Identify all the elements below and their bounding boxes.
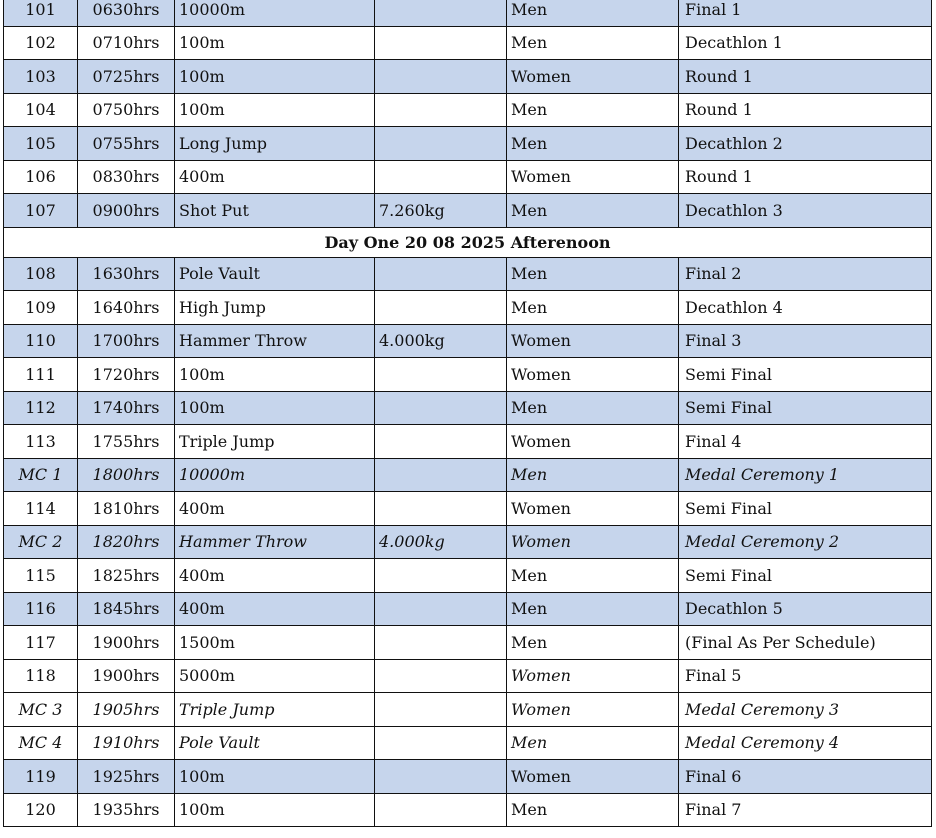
event-time: 1820hrs (78, 525, 175, 559)
table-row (4, 525, 932, 559)
event-round: Medal Ceremony 1 (679, 458, 932, 492)
event-name: 100m (175, 391, 375, 425)
event-gender: Women (507, 659, 679, 693)
implement-weight (375, 458, 507, 492)
event-number: 104 (4, 93, 78, 127)
table-row (4, 492, 932, 526)
event-number: 118 (4, 659, 78, 693)
event-round: Final 2 (679, 257, 932, 291)
implement-weight (375, 160, 507, 194)
table-row (4, 257, 932, 291)
implement-weight: 7.260kg (375, 194, 507, 228)
event-time: 1910hrs (78, 726, 175, 760)
table-row (4, 60, 932, 94)
schedule-table (3, 0, 932, 827)
event-name: 400m (175, 160, 375, 194)
event-gender: Men (507, 458, 679, 492)
event-number: MC 1 (4, 458, 78, 492)
event-number: 111 (4, 358, 78, 392)
table-row (4, 626, 932, 660)
event-round: Decathlon 4 (679, 291, 932, 325)
table-row (4, 160, 932, 194)
event-time: 1800hrs (78, 458, 175, 492)
event-round: Semi Final (679, 559, 932, 593)
event-round: Decathlon 2 (679, 127, 932, 161)
event-gender: Men (507, 26, 679, 60)
event-name: 100m (175, 358, 375, 392)
event-time: 1810hrs (78, 492, 175, 526)
event-number: 106 (4, 160, 78, 194)
event-time: 1700hrs (78, 324, 175, 358)
event-round: Medal Ceremony 2 (679, 525, 932, 559)
event-gender: Women (507, 492, 679, 526)
implement-weight (375, 559, 507, 593)
table-row (4, 425, 932, 459)
event-number: 120 (4, 793, 78, 827)
implement-weight: 4.000kg (375, 324, 507, 358)
event-time: 1630hrs (78, 257, 175, 291)
implement-weight (375, 391, 507, 425)
event-name: 400m (175, 592, 375, 626)
event-number: 113 (4, 425, 78, 459)
event-time: 1900hrs (78, 659, 175, 693)
table-row (4, 291, 932, 325)
event-time: 0725hrs (78, 60, 175, 94)
event-name: 400m (175, 492, 375, 526)
implement-weight (375, 693, 507, 727)
event-round: Decathlon 3 (679, 194, 932, 228)
event-gender: Women (507, 760, 679, 794)
event-time: 1905hrs (78, 693, 175, 727)
event-round: Final 1 (679, 0, 932, 26)
event-name: 5000m (175, 659, 375, 693)
event-name: Hammer Throw (175, 525, 375, 559)
event-time: 0830hrs (78, 160, 175, 194)
table-row (4, 324, 932, 358)
event-number: 119 (4, 760, 78, 794)
event-time: 1935hrs (78, 793, 175, 827)
event-number: MC 3 (4, 693, 78, 727)
event-gender: Men (507, 592, 679, 626)
event-time: 1825hrs (78, 559, 175, 593)
event-time: 0755hrs (78, 127, 175, 161)
event-name: Pole Vault (175, 726, 375, 760)
event-number: 112 (4, 391, 78, 425)
event-name: High Jump (175, 291, 375, 325)
event-round: Semi Final (679, 492, 932, 526)
event-gender: Women (507, 425, 679, 459)
event-gender: Men (507, 93, 679, 127)
event-gender: Men (507, 194, 679, 228)
event-round: Decathlon 5 (679, 592, 932, 626)
implement-weight (375, 793, 507, 827)
event-number: MC 4 (4, 726, 78, 760)
event-number: 101 (4, 0, 78, 26)
section-header-group (4, 227, 932, 257)
event-name: Long Jump (175, 127, 375, 161)
event-time: 0900hrs (78, 194, 175, 228)
event-number: 109 (4, 291, 78, 325)
event-round: Final 7 (679, 793, 932, 827)
implement-weight (375, 659, 507, 693)
event-name: 100m (175, 26, 375, 60)
table-row (4, 26, 932, 60)
event-gender: Men (507, 391, 679, 425)
implement-weight (375, 592, 507, 626)
implement-weight (375, 760, 507, 794)
implement-weight (375, 726, 507, 760)
event-gender: Men (507, 127, 679, 161)
implement-weight (375, 93, 507, 127)
event-name: 1500m (175, 626, 375, 660)
implement-weight (375, 127, 507, 161)
event-time: 0750hrs (78, 93, 175, 127)
event-round: Round 1 (679, 60, 932, 94)
event-gender: Women (507, 60, 679, 94)
event-round: Medal Ceremony 4 (679, 726, 932, 760)
event-time: 0630hrs (78, 0, 175, 26)
table-row (4, 793, 932, 827)
event-time: 1925hrs (78, 760, 175, 794)
event-name: 10000m (175, 458, 375, 492)
event-round: Semi Final (679, 358, 932, 392)
event-name: 100m (175, 793, 375, 827)
event-gender: Men (507, 291, 679, 325)
table-row (4, 559, 932, 593)
table-row (4, 358, 932, 392)
event-number: 110 (4, 324, 78, 358)
event-name: Pole Vault (175, 257, 375, 291)
event-number: 102 (4, 26, 78, 60)
event-round: Round 1 (679, 160, 932, 194)
event-name: 100m (175, 93, 375, 127)
event-time: 1640hrs (78, 291, 175, 325)
event-number: 103 (4, 60, 78, 94)
event-round: Medal Ceremony 3 (679, 693, 932, 727)
event-round: (Final As Per Schedule) (679, 626, 932, 660)
table-row (4, 458, 932, 492)
implement-weight (375, 60, 507, 94)
table-row (4, 391, 932, 425)
table-row (4, 592, 932, 626)
event-gender: Women (507, 160, 679, 194)
event-round: Final 6 (679, 760, 932, 794)
section-header-row (4, 227, 932, 257)
event-number: 116 (4, 592, 78, 626)
event-number: MC 2 (4, 525, 78, 559)
implement-weight (375, 626, 507, 660)
table-row (4, 726, 932, 760)
event-time: 1900hrs (78, 626, 175, 660)
table-row (4, 659, 932, 693)
event-number: 107 (4, 194, 78, 228)
event-gender: Men (507, 793, 679, 827)
event-gender: Men (507, 559, 679, 593)
event-name: Hammer Throw (175, 324, 375, 358)
event-name: 10000m (175, 0, 375, 26)
table-row (4, 93, 932, 127)
implement-weight: 4.000kg (375, 525, 507, 559)
event-time: 1845hrs (78, 592, 175, 626)
implement-weight (375, 425, 507, 459)
event-time: 1740hrs (78, 391, 175, 425)
event-gender: Women (507, 324, 679, 358)
implement-weight (375, 257, 507, 291)
event-name: Triple Jump (175, 425, 375, 459)
event-number: 105 (4, 127, 78, 161)
implement-weight (375, 291, 507, 325)
event-number: 115 (4, 559, 78, 593)
afternoon-rows (4, 257, 932, 827)
event-gender: Women (507, 358, 679, 392)
event-time: 1720hrs (78, 358, 175, 392)
table-row (4, 0, 932, 26)
event-gender: Men (507, 726, 679, 760)
table-row (4, 760, 932, 794)
event-gender: Women (507, 525, 679, 559)
event-name: 400m (175, 559, 375, 593)
table-row (4, 194, 932, 228)
table-row (4, 127, 932, 161)
event-name: Triple Jump (175, 693, 375, 727)
event-time: 1755hrs (78, 425, 175, 459)
table-row (4, 693, 932, 727)
implement-weight (375, 0, 507, 26)
event-gender: Women (507, 693, 679, 727)
event-gender: Men (507, 0, 679, 26)
event-round: Final 4 (679, 425, 932, 459)
event-round: Decathlon 1 (679, 26, 932, 60)
event-name: Shot Put (175, 194, 375, 228)
section-header: Day One 20 08 2025 Afterenoon (4, 227, 932, 257)
event-number: 114 (4, 492, 78, 526)
implement-weight (375, 358, 507, 392)
event-gender: Men (507, 626, 679, 660)
event-number: 117 (4, 626, 78, 660)
event-round: Final 5 (679, 659, 932, 693)
event-name: 100m (175, 60, 375, 94)
event-number: 108 (4, 257, 78, 291)
event-round: Semi Final (679, 391, 932, 425)
event-name: 100m (175, 760, 375, 794)
implement-weight (375, 26, 507, 60)
event-time: 0710hrs (78, 26, 175, 60)
morning-rows (4, 0, 932, 227)
event-round: Round 1 (679, 93, 932, 127)
event-gender: Men (507, 257, 679, 291)
implement-weight (375, 492, 507, 526)
event-round: Final 3 (679, 324, 932, 358)
